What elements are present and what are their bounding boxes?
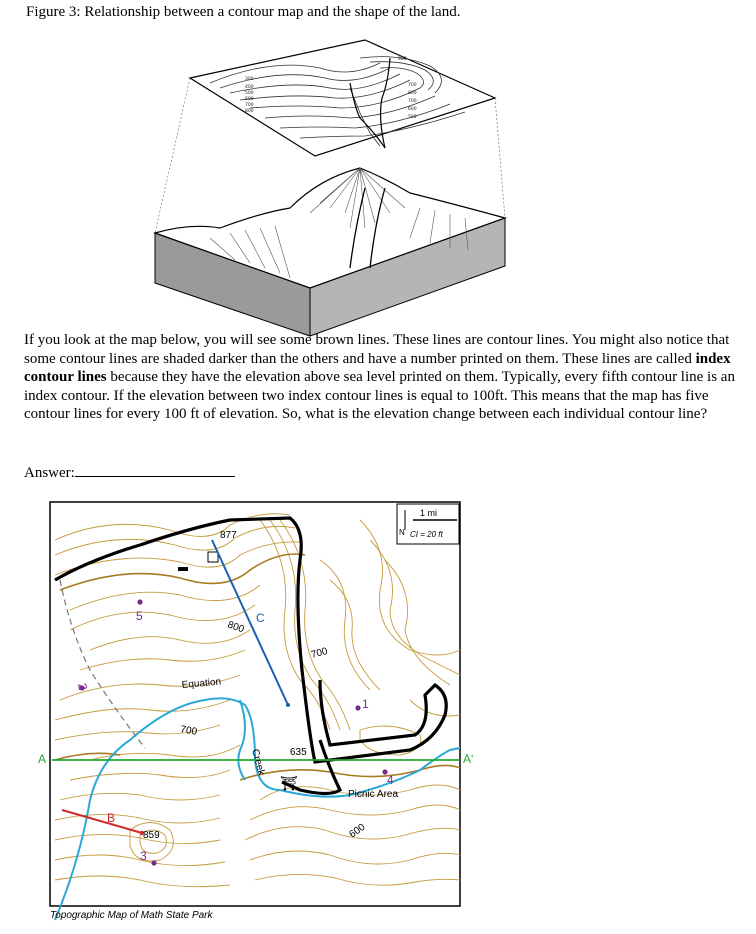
point-5-marker[interactable] [137,599,142,604]
scale-box [397,504,459,544]
point-2-label: 2 [75,682,90,692]
point-1-label: 1 [362,697,369,711]
topographic-map [30,500,480,930]
top-map-label: 500 [408,115,417,120]
contour-land-illustration [150,38,510,338]
creek-label: Creek [249,747,267,777]
top-map-label: 500 [245,91,254,96]
top-map-label: 800 [245,109,254,114]
answer-blank[interactable] [75,462,235,477]
top-map-label: 600 [408,107,417,112]
line-c-label: C [256,611,265,625]
north-label: N [399,528,405,537]
elevation-800: 800 [225,619,246,636]
contour-map-plane [190,40,495,156]
top-map-label: 300 [245,77,254,82]
answer-row [24,462,235,482]
answer-label: Answer: [24,465,75,481]
top-map-label: 800 [408,91,417,96]
line-b-label: B [107,811,116,825]
point-1-marker[interactable] [355,705,360,710]
point-4-label: 4 [387,773,394,787]
top-map-label: 400 [245,85,254,90]
contour-interval-label: CI = 20 ft [410,530,443,539]
line-c-endpoint [286,703,290,707]
top-map-label: 700 [245,103,254,108]
point-3-marker[interactable] [151,860,156,865]
elevation-877: 877 [220,530,237,541]
scale-label: 1 mi [420,508,438,518]
elevation-700-east: 700 [309,645,329,661]
profile-a-prime-label: A' [463,752,474,766]
equation-creek-label: Equation [181,676,222,691]
top-map-label: 900 [398,57,407,62]
picnic-area-label: Picnic Area [348,789,399,800]
paragraph-text-1: If you look at the map below, you will see some brown lines. These lines are contour lines. You might also notice that some contour lines are shaded darker than the others and have a number printed on them. These lines are called [24,332,730,367]
map-caption: Topographic Map of Math State Park [50,910,213,921]
point-5-label: 5 [136,609,143,623]
elevation-700-south: 700 [179,724,198,738]
point-3-label: 3 [140,849,147,863]
building-icon [178,567,188,571]
map-frame [50,502,460,906]
profile-a-label: A [38,752,47,766]
block-diagram [155,168,505,336]
top-map-label: 700 [408,83,417,88]
elevation-600: 600 [347,821,368,841]
top-map-label: 600 [245,97,254,102]
top-map-label: 700 [408,99,417,104]
instruction-paragraph [24,331,748,424]
paragraph-text-2: because they have the elevation above sea level printed on them. Typically, every fifth contour line is an index contour. If the elevation between two index contour lines is equal to 100ft. This means that the map has five contour lines for every 100 ft of elevation. So, what is the elevation change between each individual contour line? [24,369,735,422]
picnic-table-icon: ⛩ [280,776,298,792]
elevation-859: 859 [143,830,160,841]
elevation-635: 635 [290,747,307,758]
figure-caption: Figure 3: Relationship between a contour map and the shape of the land. [26,4,461,20]
index-contour-term: index contour lines [24,350,731,385]
